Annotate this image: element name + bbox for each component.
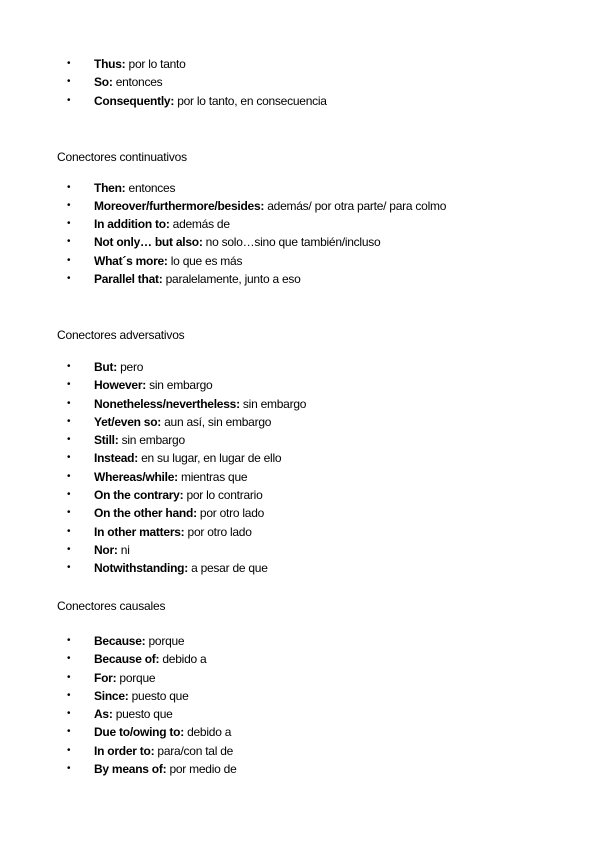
connector-term: On the contrary:: [94, 488, 184, 503]
list-item: [0, 179, 599, 197]
connector-list-adversativos: [0, 358, 599, 578]
list-item: [0, 376, 599, 394]
list-item: [0, 523, 599, 541]
connector-list-continuativos: [0, 179, 599, 289]
bullet-icon: •: [67, 415, 71, 427]
connector-term: Moreover/furthermore/besides:: [94, 198, 265, 213]
connector-meaning: sin embargo: [242, 396, 307, 411]
list-item: [0, 92, 599, 110]
list-item: [0, 358, 599, 376]
list-item: [0, 650, 599, 668]
bullet-icon: •: [67, 708, 71, 720]
connector-meaning: entonces: [128, 180, 176, 195]
bullet-icon: •: [67, 76, 71, 88]
bullet-icon: •: [67, 653, 71, 665]
section-heading-causales: Conectores causales: [57, 599, 166, 613]
connector-term: Because of:: [94, 652, 160, 667]
list-item: [0, 252, 599, 270]
connector-term: Notwithstanding:: [94, 561, 188, 576]
list-item: [0, 669, 599, 687]
list-item: [0, 541, 599, 559]
bullet-icon: •: [67, 744, 71, 756]
connector-meaning: lo que es más: [170, 253, 243, 268]
bullet-icon: •: [67, 254, 71, 266]
connector-meaning: no solo…sino que también/incluso: [205, 235, 381, 250]
list-item: [0, 197, 599, 215]
connector-meaning: a pesar de que: [191, 561, 268, 576]
bullet-icon: •: [67, 452, 71, 464]
bullet-icon: •: [67, 635, 71, 646]
list-item: [0, 55, 599, 73]
connector-term: Since:: [94, 688, 129, 703]
bullet-icon: •: [67, 726, 71, 738]
connector-meaning: ni: [120, 542, 130, 557]
connector-meaning: puesto que: [131, 688, 189, 703]
list-item: [0, 468, 599, 486]
connector-meaning: por otro lado: [187, 524, 252, 539]
connector-meaning: además/ por otra parte/ para colmo: [267, 198, 447, 213]
connector-meaning: en su lugar, en lugar de ello: [141, 451, 282, 466]
bullet-icon: •: [67, 94, 71, 106]
list-item: [0, 395, 599, 413]
connector-meaning: por otro lado: [199, 506, 265, 521]
connector-term: For:: [94, 670, 117, 685]
bullet-icon: •: [67, 434, 71, 446]
connector-term: Still:: [94, 433, 119, 448]
connector-term: In other matters:: [94, 524, 185, 539]
connector-meaning: porque: [119, 670, 156, 685]
connector-term: On the other hand:: [94, 506, 197, 521]
connector-term: Yet/even so:: [94, 414, 162, 429]
list-item: [0, 413, 599, 431]
connector-meaning: por medio de: [169, 762, 237, 777]
bullet-icon: •: [67, 379, 71, 391]
bullet-icon: •: [67, 689, 71, 701]
connector-term: Nonetheless/nevertheless:: [94, 396, 240, 411]
list-item: [0, 504, 599, 522]
connector-meaning: sin embargo: [149, 378, 213, 393]
bullet-icon: •: [67, 218, 71, 230]
list-item: [0, 486, 599, 504]
connector-meaning: debido a: [187, 725, 232, 740]
connector-meaning: entonces: [115, 75, 163, 90]
connector-term: But:: [94, 360, 117, 374]
bullet-icon: •: [67, 671, 71, 683]
list-item: [0, 215, 599, 233]
connector-meaning: por lo contrario: [186, 488, 263, 503]
connector-term: As:: [94, 707, 113, 722]
bullet-icon: •: [67, 181, 71, 193]
list-item: [0, 559, 599, 577]
list-item: [0, 705, 599, 723]
connector-meaning: aun así, sin embargo: [164, 414, 272, 429]
list-item: [0, 449, 599, 467]
connector-meaning: pero: [120, 360, 144, 374]
connector-term: In addition to:: [94, 217, 170, 232]
connector-term: Thus:: [94, 57, 126, 71]
connector-term: Due to/owing to:: [94, 725, 184, 740]
list-item: [0, 233, 599, 251]
connector-meaning: paralelamente, junto a eso: [165, 271, 301, 286]
bullet-icon: •: [67, 272, 71, 284]
connector-meaning: debido a: [162, 652, 207, 667]
connector-term: Not only… but also:: [94, 235, 203, 250]
connector-term: However:: [94, 378, 147, 393]
bullet-icon: •: [67, 236, 71, 248]
list-item: [0, 270, 599, 288]
connector-meaning: para/con tal de: [157, 743, 234, 758]
connector-meaning: sin embargo: [121, 433, 185, 448]
bullet-icon: •: [67, 397, 71, 409]
bullet-icon: •: [67, 507, 71, 519]
connector-term: So:: [94, 75, 113, 90]
connector-term: What´s more:: [94, 253, 168, 268]
bullet-icon: •: [67, 489, 71, 501]
list-item: [0, 723, 599, 741]
connector-meaning: por lo tanto, en consecuencia: [177, 93, 327, 108]
bullet-icon: •: [67, 525, 71, 537]
list-item: [0, 687, 599, 705]
connector-term: Parallel that:: [94, 271, 163, 286]
list-item: [0, 632, 599, 650]
connector-meaning: por lo tanto: [128, 57, 186, 71]
list-item: [0, 742, 599, 760]
connector-term: By means of:: [94, 762, 167, 777]
connector-meaning: además de: [172, 217, 230, 232]
connector-term: In order to:: [94, 743, 155, 758]
list-item: [0, 431, 599, 449]
connector-list-consecutive: [0, 55, 599, 110]
connector-list-causales: [0, 632, 599, 778]
connector-term: Then:: [94, 180, 126, 195]
section-heading-continuativos: Conectores continuativos: [57, 150, 187, 164]
connector-term: Because:: [94, 634, 146, 648]
list-item: [0, 73, 599, 91]
bullet-icon: •: [67, 763, 71, 775]
bullet-icon: •: [67, 199, 71, 211]
connector-meaning: mientras que: [180, 469, 248, 484]
section-heading-adversativos: Conectores adversativos: [57, 328, 185, 342]
bullet-icon: •: [67, 470, 71, 482]
bullet-icon: •: [67, 543, 71, 555]
connector-term: Whereas/while:: [94, 469, 178, 484]
bullet-icon: •: [67, 361, 71, 372]
connector-term: Nor:: [94, 542, 118, 557]
connector-term: Instead:: [94, 451, 139, 466]
bullet-icon: •: [67, 562, 71, 574]
bullet-icon: •: [67, 58, 71, 69]
connector-term: Consequently:: [94, 93, 175, 108]
list-item: [0, 760, 599, 778]
connector-meaning: puesto que: [115, 707, 173, 722]
connector-meaning: porque: [148, 634, 185, 648]
